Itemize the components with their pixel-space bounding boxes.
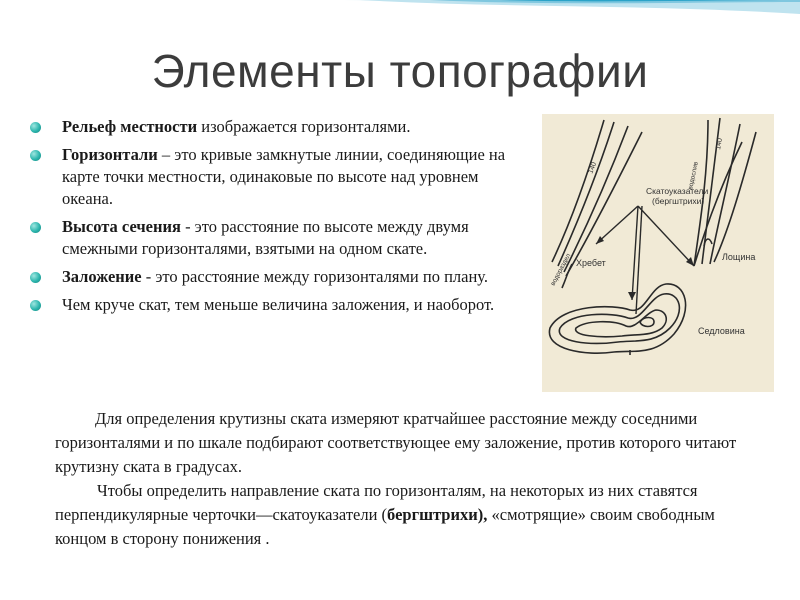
list-item [30, 266, 530, 288]
label-saddle: Седловина [698, 326, 745, 336]
label-ridge: Хребет [576, 258, 606, 268]
bullet-text: Чем круче скат, тем меньше величина заложения, и наоборот. [62, 295, 495, 314]
bullet-text: изображается горизонталями. [197, 117, 411, 136]
contour-diagram [542, 114, 774, 392]
bullet-text: – это кривые замкнутые линии, соединяющие на карте точки местности, одинаковые по высоте над уровнем океана. [62, 145, 506, 208]
bullet-icon [30, 122, 41, 133]
bullet-icon [30, 150, 41, 161]
bullet-list [30, 116, 530, 322]
paragraph-1: Для определения крутизны ската измеряют кратчайшее расстояние между соседними горизонталями и по шкале подбирают соответствующее ему заложение, против которого читают крутизну ската в градусах. [55, 409, 737, 476]
bullet-term: Заложение [62, 267, 142, 286]
paragraph-2-start: Чтобы определить направление ската по горизонталям, на некоторых из них ставятся перпендикулярные черточки—скатоуказатели ( [55, 481, 698, 524]
list-item [30, 294, 530, 316]
paragraph-2-end: «смотрящие» своим свободным концом в сторону понижения . [55, 505, 715, 548]
bullet-text: - это расстояние по высоте между двумя смежными горизонталями, взятыми на одном скате. [62, 217, 469, 258]
label-ridge-name: водораздел [549, 252, 573, 287]
label-valley-name: водослив [687, 161, 700, 191]
page-title: Элементы топографии [151, 45, 649, 97]
list-item [30, 116, 530, 138]
bullet-icon [30, 222, 41, 233]
label-slope-bottom: (бергштрихи) [652, 196, 705, 206]
explanation-paragraph [55, 407, 745, 551]
bullet-icon [30, 272, 41, 283]
label-slope-top: Скатоуказатели [646, 186, 709, 196]
paragraph-2-bold: бергштрихи), [387, 505, 488, 524]
bullet-icon [30, 300, 41, 311]
label-140-right: 140 [715, 137, 724, 151]
pointer-arrows [596, 206, 694, 314]
arrow-heads [596, 236, 694, 300]
label-hollow: Лощина [722, 252, 756, 262]
bullet-term: Рельеф местности [62, 117, 198, 136]
bullet-term: Горизонтали [62, 145, 158, 164]
bullet-text: - это расстояние между горизонталями по плану. [141, 267, 489, 286]
topography-figure [542, 114, 774, 392]
paragraph-2 [55, 479, 745, 551]
label-140-left: 140 [587, 161, 599, 175]
list-item [30, 144, 530, 210]
saddle-contours [549, 284, 685, 355]
bullet-term: Высота сечения [62, 217, 181, 236]
list-item [30, 216, 530, 260]
